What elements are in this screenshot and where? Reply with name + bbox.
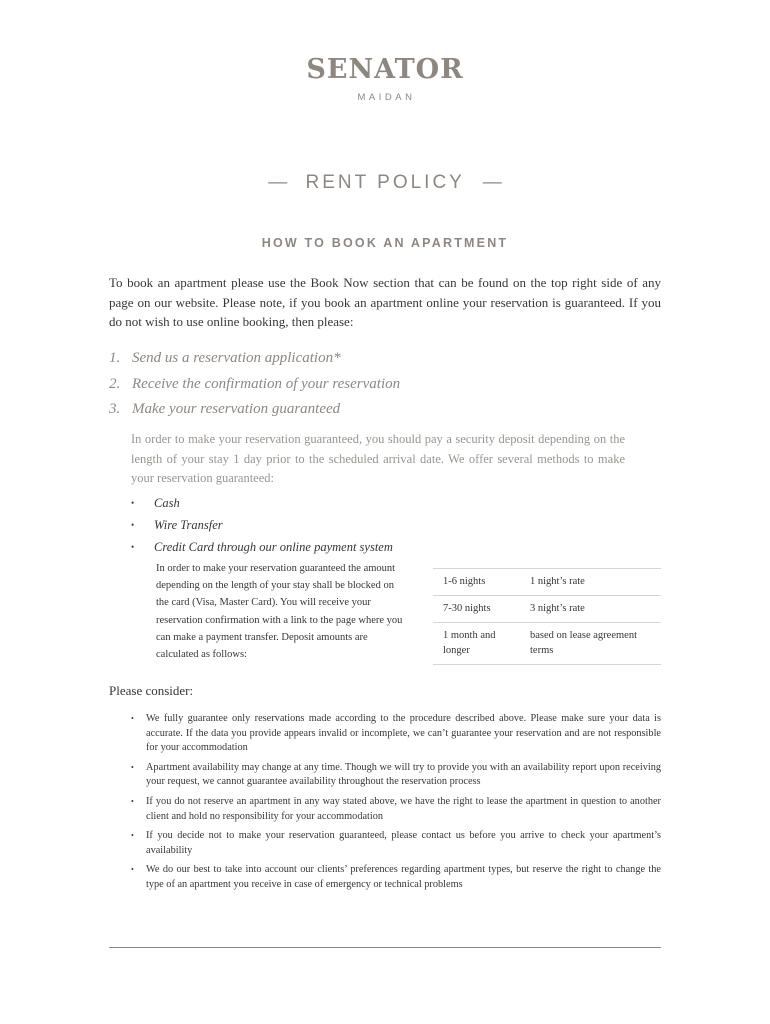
bullet-icon: • [131, 520, 135, 530]
payment-method [131, 536, 393, 558]
deposit-rate-cell: 1 night’s rate [520, 569, 661, 596]
consider-item-text: We fully guarantee only reservations made according to the procedure described above. Please make sure your data is accurate. If the data you provide appears invalid or incomplete, we can’t guarantee your reservation and are not responsible for your accommodation [146, 713, 661, 754]
stay-length-cell: 1-6 nights [433, 569, 520, 596]
bullet-icon: • [131, 714, 134, 723]
consider-item-text: If you decide not to make your reservation guaranteed, please contact us before you arrive to check your apartment’s availability [146, 830, 661, 856]
card-deposit-note: In order to make your reservation guaranteed the amount depending on the length of your stay shall be blocked on the card (Visa, Master Card). You will receive your reservation confirmation with a link to the page where you can make a payment transfer. Deposit amounts are calculated as follows: [156, 563, 403, 661]
consider-item [131, 829, 661, 858]
deposit-rate-cell: 3 night’s rate [520, 596, 661, 623]
step-number: 1. [109, 350, 121, 366]
bullet-icon: • [131, 865, 134, 875]
intro-paragraph: To book an apartment please use the Book Now section that can be found on the top right side of any page on our website. Please note, if you book an apartment online your reservation is guaranteed. If you do not wish to use online booking, then please: [109, 275, 661, 329]
booking-step [109, 346, 669, 372]
consider-list [131, 712, 661, 898]
page-title-text: RENT POLICY [305, 172, 465, 193]
deposit-rate-cell: based on lease agreement terms [520, 623, 661, 665]
step-text: Send us a reservation application* [132, 350, 341, 366]
footer-divider [109, 947, 661, 948]
deposit-intro-paragraph: In order to make your reservation guaranteed, you should pay a security deposit depending on the length of your stay 1 day prior to the scheduled arrival date. We offer several methods to make your reservation guaranteed: [131, 432, 625, 485]
brand-logo [0, 54, 770, 103]
consider-item-text: If you do not reserve an apartment in any way stated above, we have the right to lease the apartment in question to another client and hold no responsibility for your accommodation [146, 795, 661, 822]
table-row [433, 569, 661, 596]
table-row [433, 623, 661, 665]
consider-item-text: Apartment availability may change at any time. Though we will try to provide you with an availability report upon receiving your request, we cannot guarantee availability throughout the reservation process [146, 761, 661, 788]
table-row [433, 596, 661, 623]
booking-step [109, 372, 669, 398]
step-text: Make your reservation guaranteed [132, 401, 341, 417]
bullet-icon: • [131, 831, 134, 841]
stay-length-cell: 7-30 nights [433, 596, 520, 623]
bullet-icon: • [131, 542, 135, 552]
brand-name: SENATOR [306, 54, 464, 85]
bullet-icon: • [131, 762, 134, 772]
payment-method-text: Wire Transfer [154, 518, 223, 532]
title-dash-left: — [268, 172, 288, 193]
bullet-icon: • [131, 796, 134, 806]
title-dash-right: — [482, 172, 502, 193]
step-number: 2. [109, 375, 121, 392]
brand-subtitle: MAIDAN [357, 92, 416, 103]
stay-length-cell: 1 month and longer [433, 623, 520, 665]
payment-method-text: Cash [154, 496, 180, 510]
payment-method-text: Credit Card through our online payment system [154, 540, 393, 554]
bullet-icon: • [131, 498, 135, 508]
consider-heading: Please consider: [109, 683, 194, 698]
payment-method [131, 492, 393, 514]
booking-step [109, 397, 669, 423]
payment-method [131, 514, 393, 536]
deposit-rate-table [433, 568, 661, 665]
consider-item [131, 712, 661, 756]
page-title [0, 172, 770, 194]
section-title: HOW TO BOOK AN APARTMENT [261, 236, 509, 250]
payment-methods-list [131, 492, 393, 558]
step-number: 3. [109, 401, 121, 417]
consider-item [131, 863, 661, 892]
consider-item [131, 761, 661, 790]
consider-item [131, 795, 661, 824]
consider-item-text: We do our best to take into account our clients’ preferences regarding apartment types, but reserve the right to change the type of an apartment you receive in case of emergency or technical problems [146, 864, 661, 890]
step-text: Receive the confirmation of your reservation [132, 375, 401, 392]
booking-steps-list [109, 346, 669, 423]
